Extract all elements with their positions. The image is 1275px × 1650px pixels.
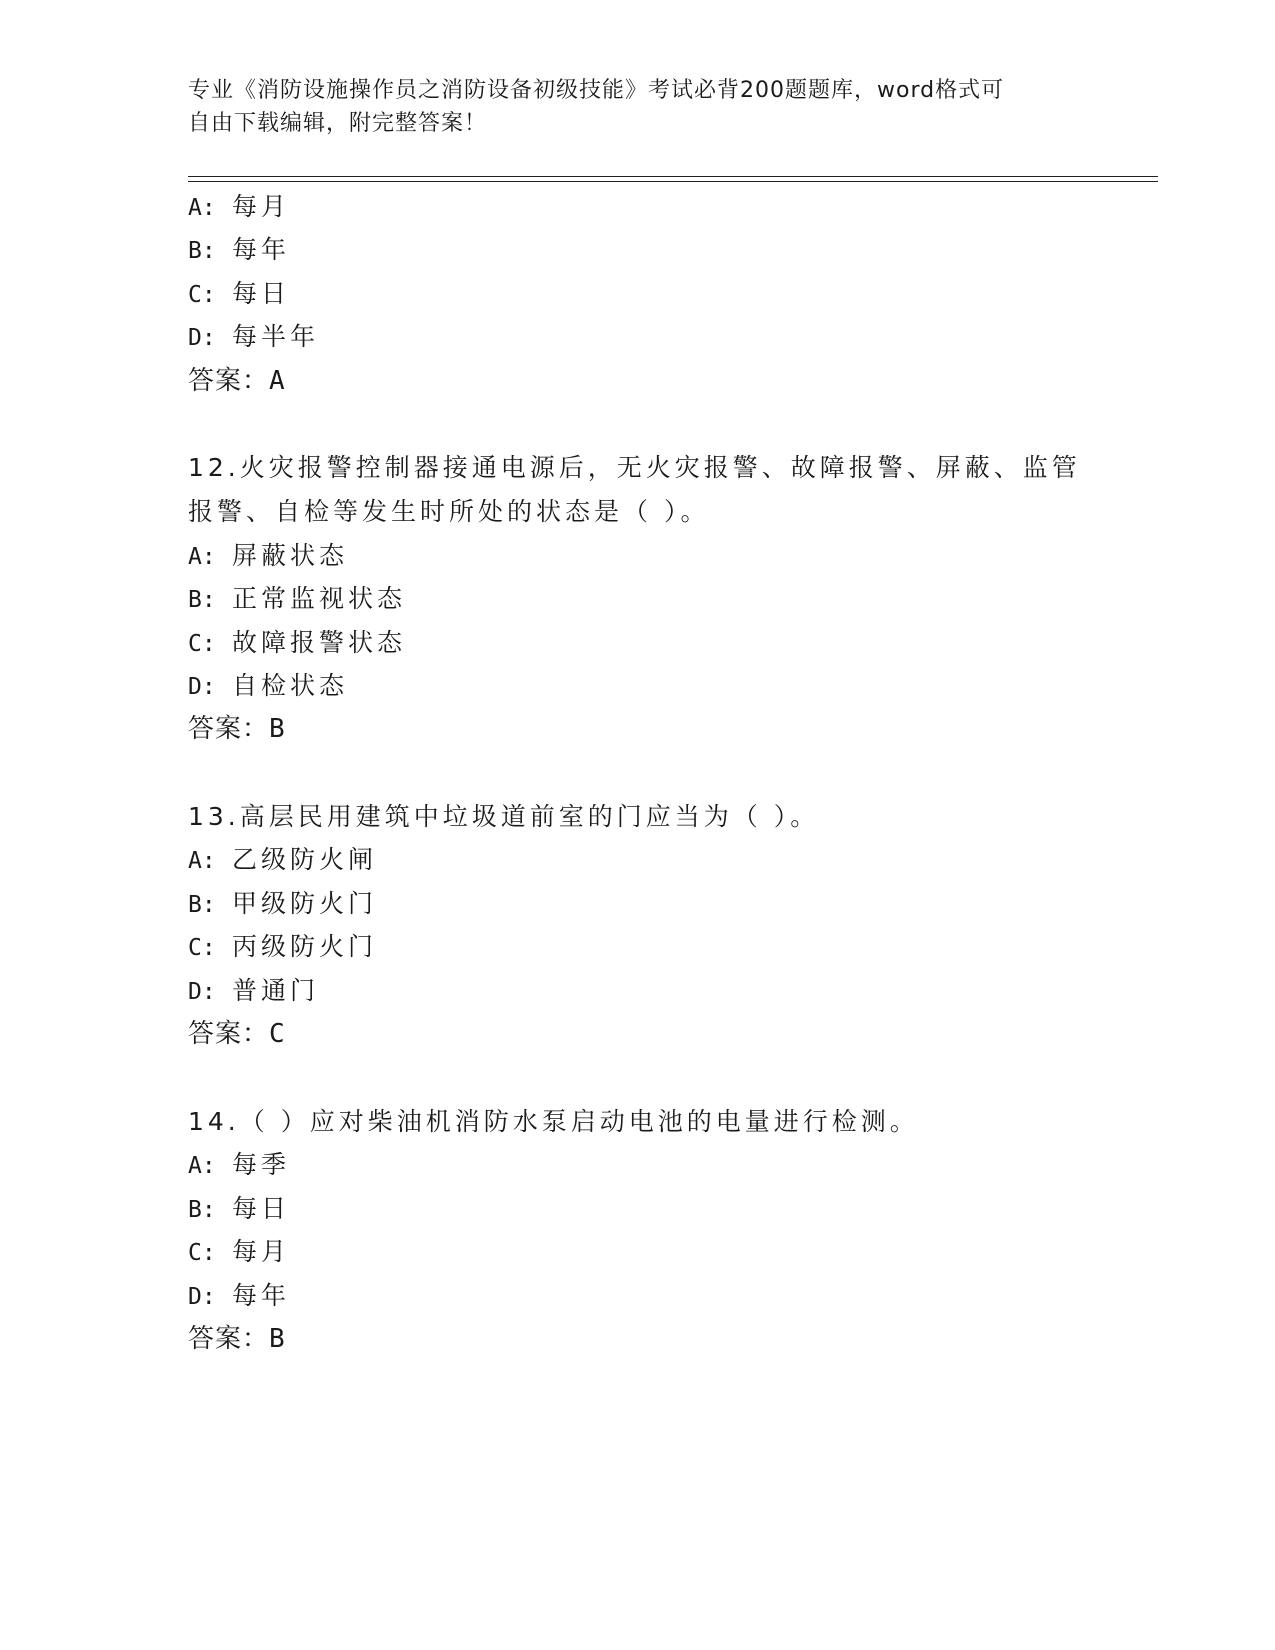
header-line-1: 专业《消防设施操作员之消防设备初级技能》考试必背200题题库，word格式可 — [188, 78, 1005, 103]
q12-option-c: C: 故障报警状态 — [188, 628, 407, 657]
q12-answer: 答案：B — [188, 714, 285, 744]
page-header — [188, 74, 1078, 140]
q14-option-d: D: 每年 — [188, 1281, 291, 1310]
q12-option-d: D: 自检状态 — [188, 671, 349, 700]
q12-option-a: A: 屏蔽状态 — [188, 541, 349, 570]
q13-option-b: B: 甲级防火门 — [188, 889, 378, 918]
q14-answer: 答案：B — [188, 1324, 285, 1354]
q13-option-a: A: 乙级防火闸 — [188, 845, 378, 874]
q13-stem-line-1: 13.高层民用建筑中垃圾道前室的门应当为（ ）。 — [188, 802, 820, 831]
q11-option-a: A: 每月 — [188, 192, 291, 221]
q13-answer: 答案：C — [188, 1019, 285, 1049]
q14-option-b: B: 每日 — [188, 1194, 291, 1223]
q14-option-a: A: 每季 — [188, 1150, 291, 1179]
q14-stem-line-1: 14.（ ）应对柴油机消防水泵启动电池的电量进行检测。 — [188, 1107, 919, 1136]
q12-option-b: B: 正常监视状态 — [188, 584, 407, 613]
q11-option-c: C: 每日 — [188, 279, 291, 308]
header-line-2: 自由下载编辑，附完整答案！ — [188, 111, 488, 136]
q11-option-b: B: 每年 — [188, 235, 291, 264]
q12-stem-line-2: 报警、自检等发生时所处的状态是（ ）。 — [188, 497, 710, 526]
header-divider-bottom — [188, 181, 1158, 182]
q13-option-c: C: 丙级防火门 — [188, 932, 378, 961]
header-divider-top — [188, 176, 1158, 177]
q13-option-d: D: 普通门 — [188, 976, 320, 1005]
q12-stem-line-1: 12.火灾报警控制器接通电源后，无火灾报警、故障报警、屏蔽、监管 — [188, 453, 1081, 482]
q11-option-d: D: 每半年 — [188, 322, 320, 351]
q11-answer: 答案：A — [188, 366, 285, 396]
q14-option-c: C: 每月 — [188, 1237, 291, 1266]
